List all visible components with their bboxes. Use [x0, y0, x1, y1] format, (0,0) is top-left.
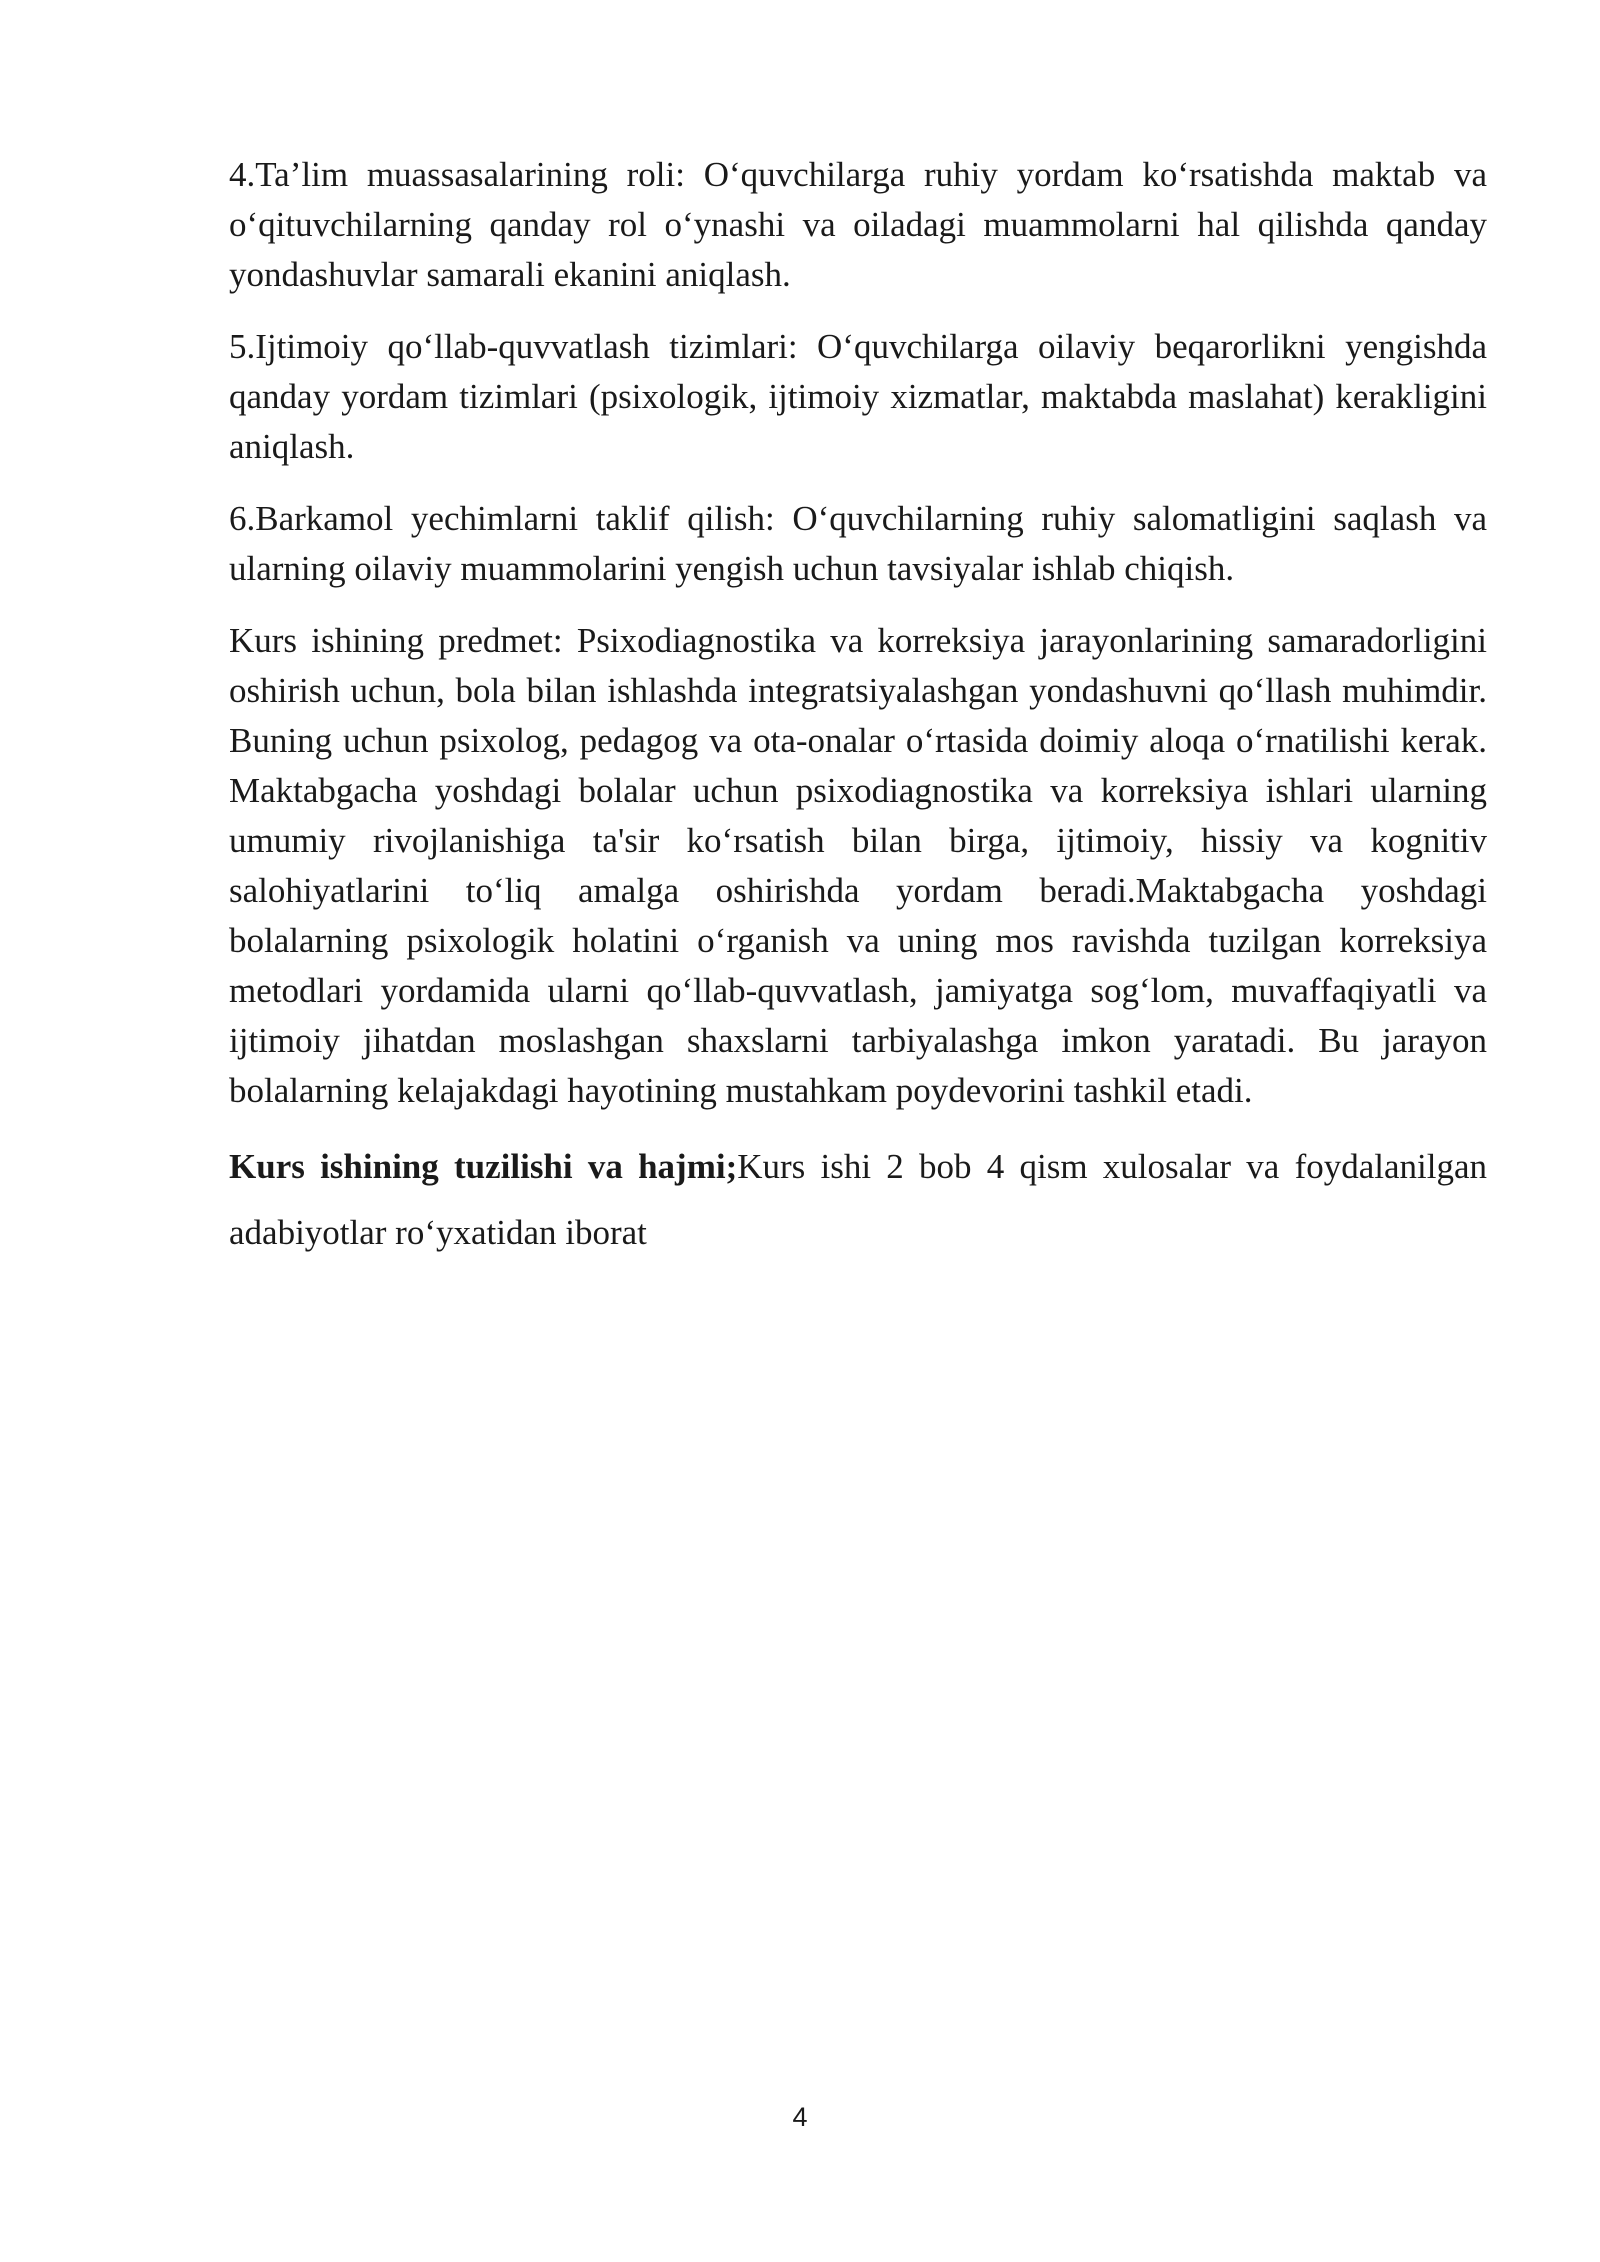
page-number: 4	[792, 2102, 808, 2132]
paragraph-course-subject: Kurs ishining predmet: Psixodiagnostika va korreksiya jarayonlarining samaradorligini oshirish uchun, bola bilan ishlashda integratsiyalashgan yondashuvni qo‘llash muhimdir. Buning uchun psixolog, pedagog va ota-onalar o‘rtasida doimiy aloqa o‘rnatilishi kerak. Maktabgacha yoshdagi bolalar uchun psixodiagnostika va korreksiya ishlari ularning umumiy rivojlanishiga ta'sir ko‘rsatish bilan birga, ijtimoiy, hissiy va kognitiv salohiyatlarini to‘liq amalga oshirishda yordam beradi.Maktabgacha yoshdagi bolalarning psixologik holatini o‘rganish va uning mos ravishda tuzilgan korreksiya metodlari yordamida ularni qo‘llab-quvvatlash, jamiyatga sog‘lom, muvaffaqiyatli va ijtimoiy jihatdan moslashgan shaxslarni tarbiyalashga imkon yaratadi. Bu jarayon bolalarning kelajakdagi hayotining mustahkam poydevorini tashkil etadi.	[229, 621, 1487, 1110]
paragraph-education-role: 4.Ta’lim muassasalarining roli: O‘quvchilarga ruhiy yordam ko‘rsatishda maktab va o‘qituvchilarning qanday rol o‘ynashi va oiladagi muammolarni hal qilishda qanday yondashuvlar samarali ekanini aniqlash.	[229, 155, 1487, 294]
paragraph-course-structure	[229, 1134, 1487, 1266]
paragraph-social-support: 5.Ijtimoiy qo‘llab-quvvatlash tizimlari: O‘quvchilarga oilaviy beqarorlikni yengishda qanday yordam tizimlari (psixologik, ijtimoiy xizmatlar, maktabda maslahat) kerakligini aniqlash.	[229, 327, 1487, 466]
structure-heading: Kurs ishining tuzilishi va hajmi;	[229, 1147, 738, 1186]
structure-text: Kurs ishi 2 bob 4 qism xulosalar va foydalanilgan adabiyotlar ro‘yxatidan iborat	[229, 1147, 1487, 1252]
page-body	[229, 150, 1487, 1288]
paragraph-solutions: 6.Barkamol yechimlarni taklif qilish: O‘quvchilarning ruhiy salomatligini saqlash va ularning oilaviy muammolarini yengish uchun tavsiyalar ishlab chiqish.	[229, 499, 1487, 588]
